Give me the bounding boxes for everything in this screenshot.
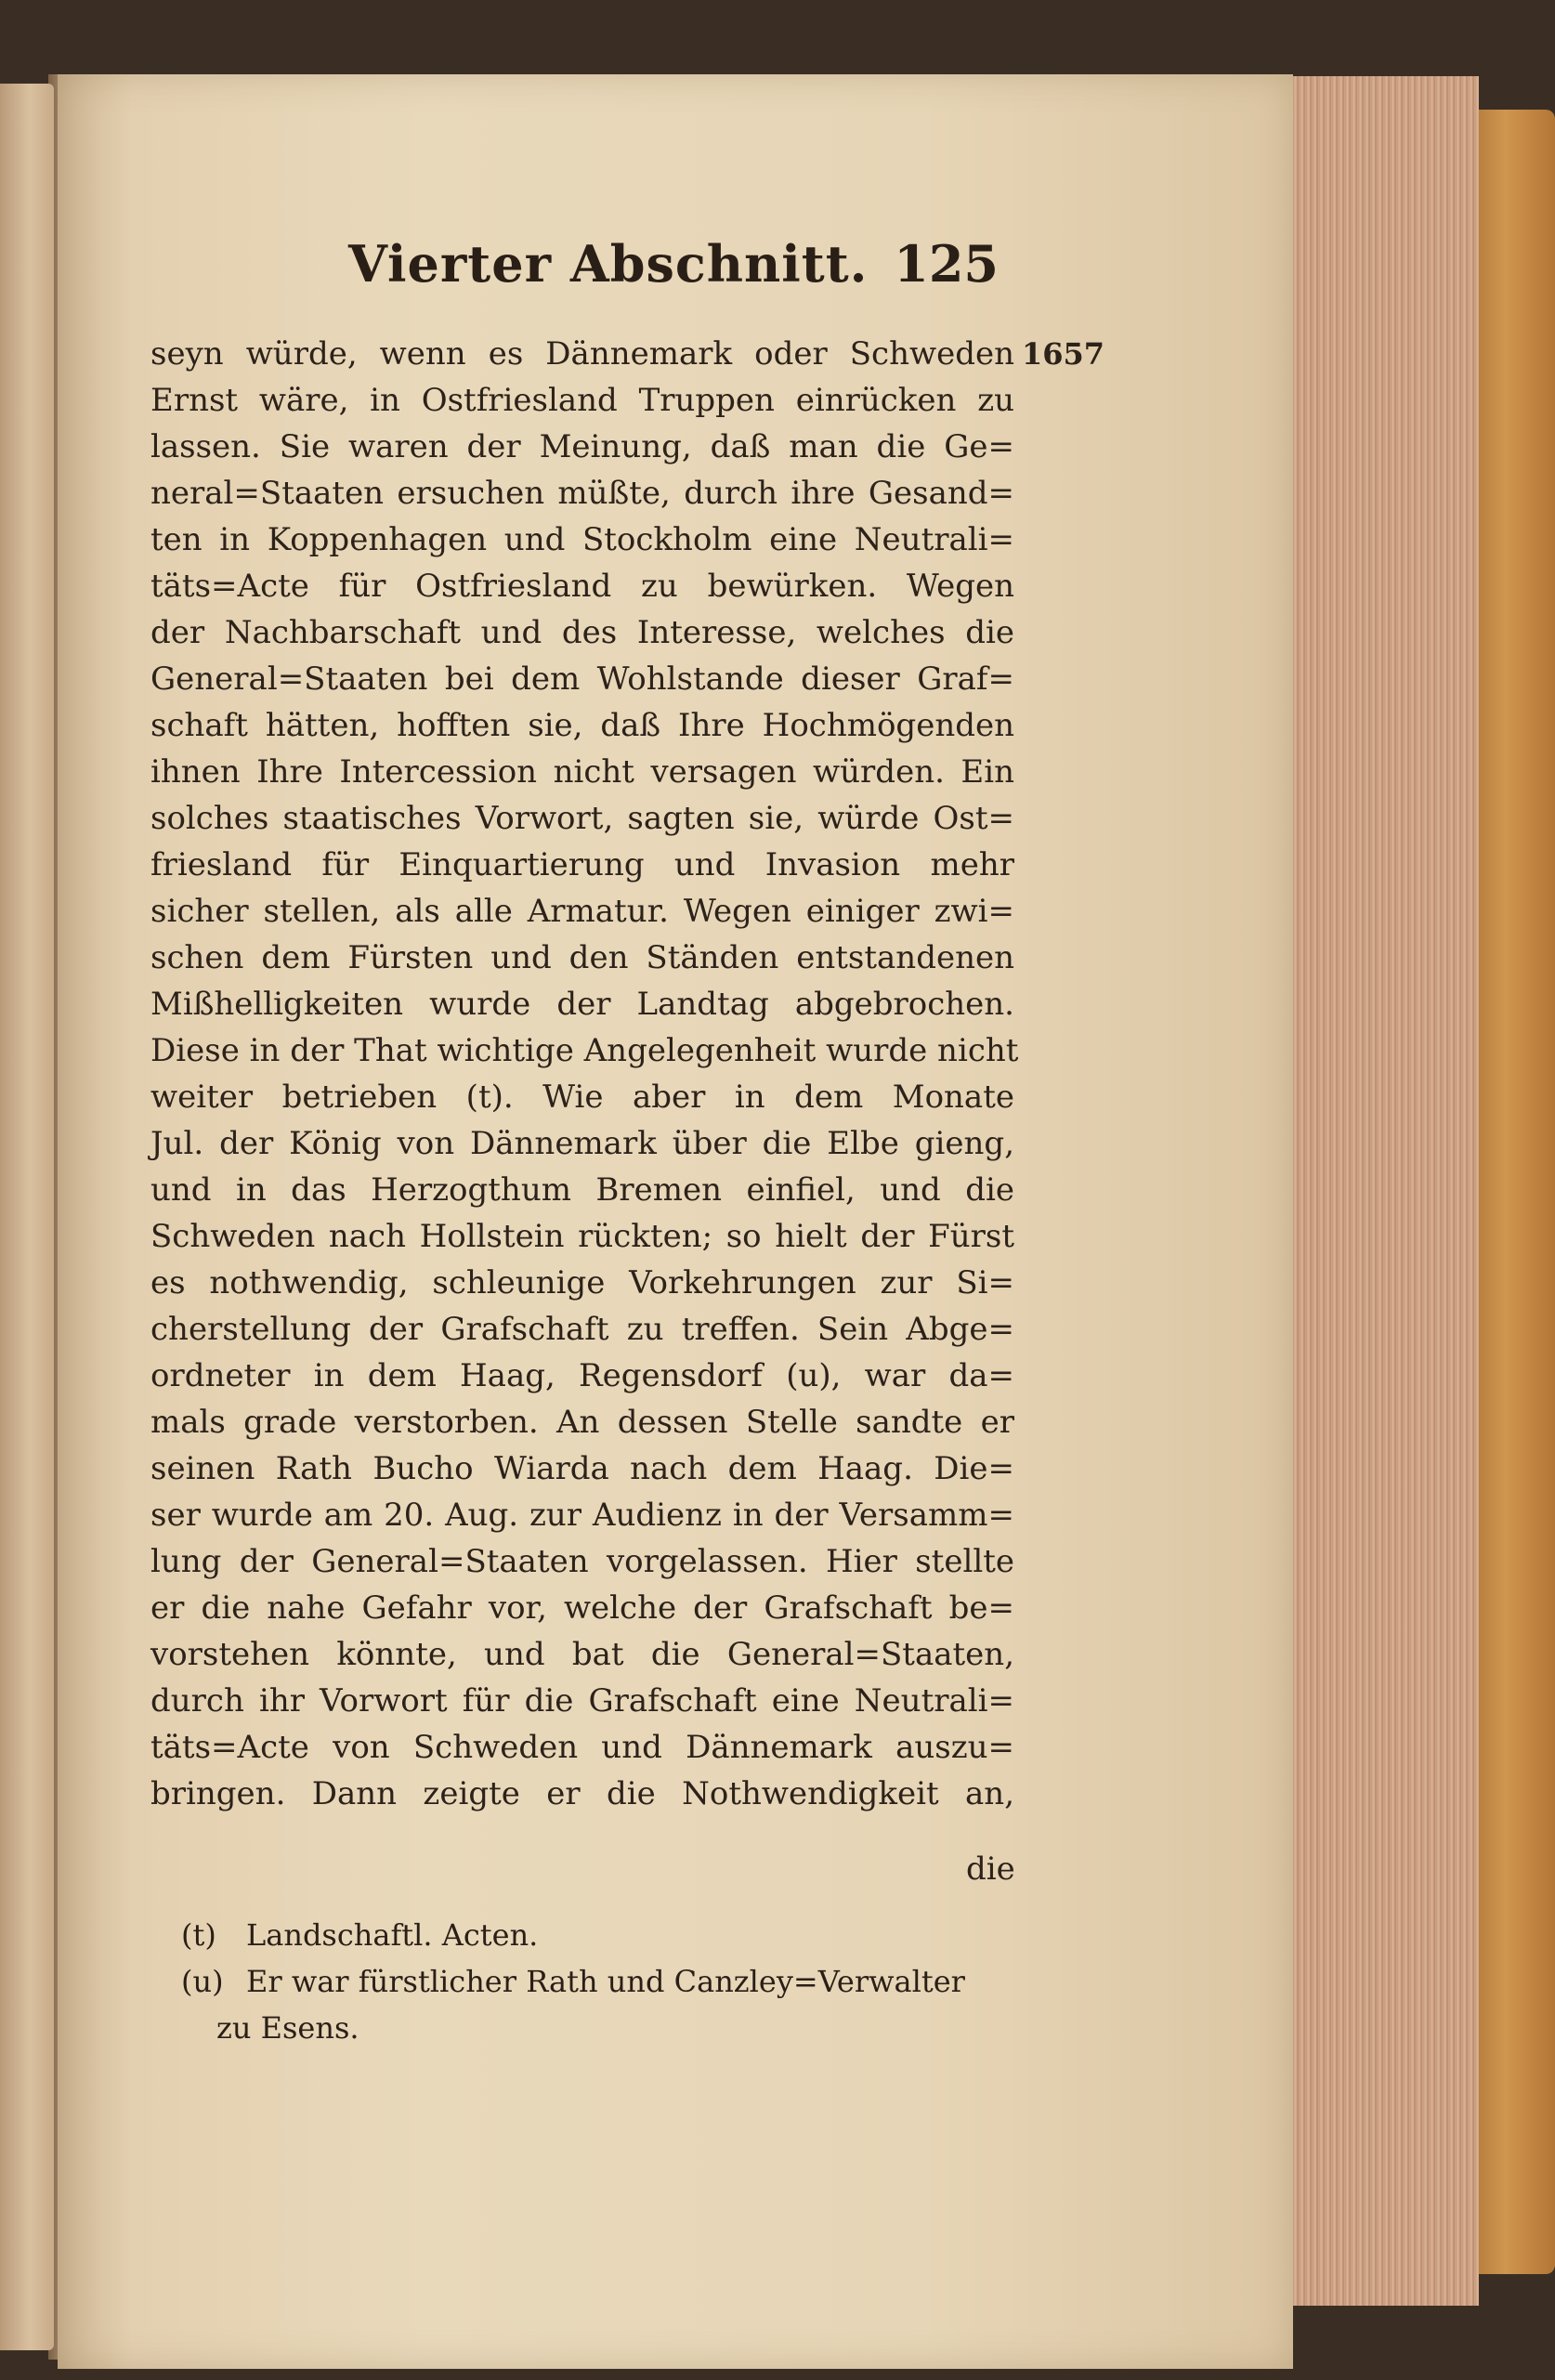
text-line: Diese in der That wichtige Angelegenheit wurde nicht <box>150 1032 1019 1069</box>
catchword: die <box>966 1850 1015 1888</box>
footnote-mark: (u) <box>181 1964 224 1999</box>
footnote-t <box>181 1912 1036 1958</box>
text-line: lung der General=Staaten vorgelassen. Hier stellte <box>150 1543 1014 1580</box>
footnote-continuation: zu Esens. <box>216 2010 359 2046</box>
text-line: lassen. Sie waren der Meinung, daß man die Ge= <box>150 428 1014 465</box>
text-line: ordneter in dem Haag, Regensdorf (u), war da= <box>150 1357 1014 1394</box>
previous-page-edge <box>0 84 54 2350</box>
text-line: schaft hätten, hofften sie, daß Ihre Hochmögenden <box>150 707 1014 744</box>
footnote-text: Landschaftl. Acten. <box>246 1917 539 1953</box>
text-line: Jul. der König von Dännemark über die Elbe gieng, <box>150 1125 1014 1162</box>
footnote-text: Er war fürstlicher Rath und Canzley=Verwalter <box>246 1964 965 1999</box>
text-line: der Nachbarschaft und des Interesse, welches die <box>150 614 1014 651</box>
text-line: er die nahe Gefahr vor, welche der Grafschaft be= <box>150 1589 1014 1627</box>
body-text <box>150 331 1019 1817</box>
text-line: seyn würde, wenn es Dännemark oder Schweden <box>150 335 1014 373</box>
text-line: seinen Rath Bucho Wiarda nach dem Haag. Die= <box>150 1450 1014 1487</box>
text-line: solches staatisches Vorwort, sagten sie, würde Ost= <box>150 800 1014 837</box>
section-heading: Vierter Abschnitt. <box>348 234 869 294</box>
text-line: Ernst wäre, in Ostfriesland Truppen einrücken zu <box>150 382 1014 419</box>
footnotes <box>181 1912 1036 2051</box>
text-line: General=Staaten bei dem Wohlstande dieser Graf= <box>150 660 1014 698</box>
text-line: und in das Herzogthum Bremen einfiel, und die <box>150 1171 1014 1209</box>
text-line: täts=Acte für Ostfriesland zu bewürken. Wegen <box>150 568 1014 605</box>
text-line: Mißhelligkeiten wurde der Landtag abgebrochen. <box>150 986 1014 1023</box>
text-line: ihnen Ihre Intercession nicht versagen würden. Ein <box>150 753 1014 791</box>
text-line: täts=Acte von Schweden und Dännemark auszu= <box>150 1729 1014 1766</box>
text-line: friesland für Einquartierung und Invasion mehr <box>150 846 1014 883</box>
margin-year-note: 1657 <box>1022 336 1105 372</box>
footnote-mark: (t) <box>181 1917 216 1953</box>
text-line: schen dem Fürsten und den Ständen entstandenen <box>150 939 1014 976</box>
text-line: sicher stellen, als alle Armatur. Wegen einiger zwi= <box>150 893 1014 930</box>
text-line: neral=Staaten ersuchen müßte, durch ihre Gesand= <box>150 475 1014 512</box>
text-line: es nothwendig, schleunige Vorkehrungen zur Si= <box>150 1264 1014 1301</box>
book-page-edges <box>1293 76 1479 2306</box>
text-line: ser wurde am 20. Aug. zur Audienz in der Versamm= <box>150 1497 1014 1534</box>
text-line: vorstehen könnte, und bat die General=Staaten, <box>150 1636 1014 1673</box>
page-number: 125 <box>894 234 999 294</box>
text-line: mals grade verstorben. An dessen Stelle sandte er <box>150 1404 1014 1441</box>
text-line: weiter betrieben (t). Wie aber in dem Monate <box>150 1079 1014 1116</box>
running-head <box>348 234 999 308</box>
footnote-u <box>181 1958 1036 2005</box>
text-line: cherstellung der Grafschaft zu treffen. Sein Abge= <box>150 1311 1014 1348</box>
text-line: bringen. Dann zeigte er die Nothwendigkeit an, <box>150 1775 1014 1812</box>
text-line: Schweden nach Hollstein rückten; so hielt der Fürst <box>150 1218 1014 1255</box>
text-line: durch ihr Vorwort für die Grafschaft eine Neutrali= <box>150 1682 1014 1720</box>
text-line: ten in Koppenhagen und Stockholm eine Neutrali= <box>150 521 1014 558</box>
book-cover-edge <box>1472 110 1555 2274</box>
